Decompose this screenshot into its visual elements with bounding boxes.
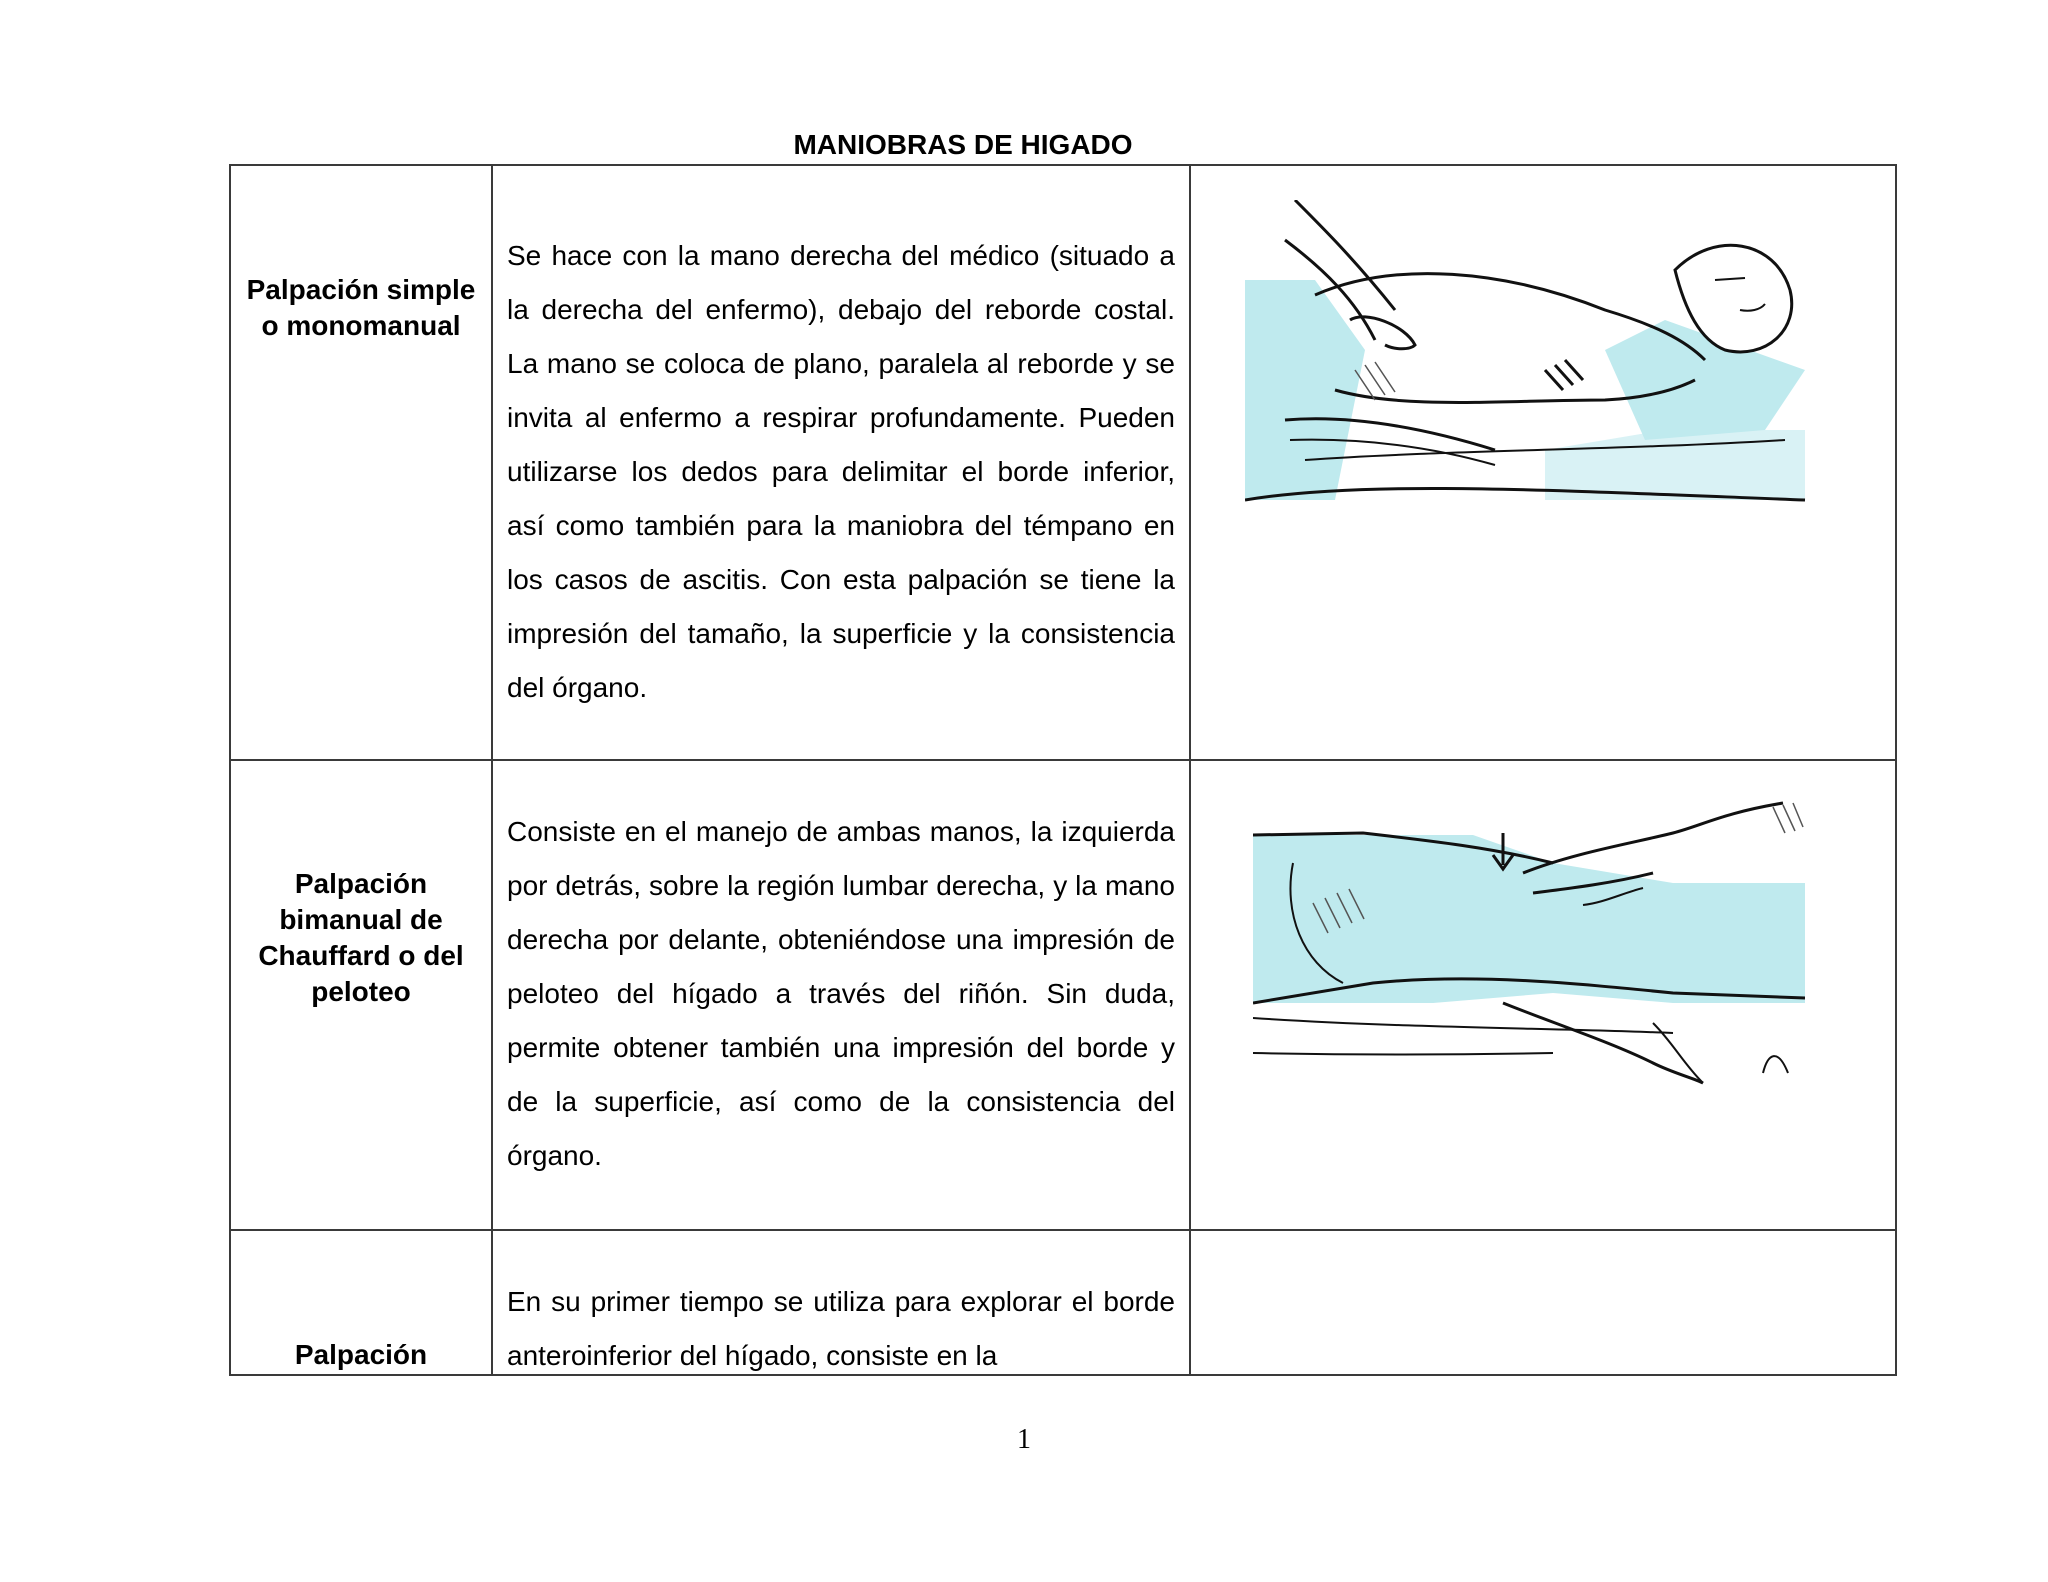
table-row bbox=[230, 1230, 1896, 1375]
label-cell bbox=[230, 165, 492, 760]
maneuver-name: Palpación bimanual de Chauffard o del peloteo bbox=[258, 868, 464, 1007]
illustration-cell bbox=[1190, 1230, 1896, 1375]
maneuver-name: Palpación bbox=[294, 1339, 428, 1370]
description-cell bbox=[492, 760, 1190, 1230]
document-title: MANIOBRAS DE HIGADO bbox=[793, 129, 1133, 160]
illustration-cell bbox=[1190, 760, 1896, 1230]
bimanual-palpation-illustration bbox=[1253, 793, 1805, 1089]
table-row bbox=[230, 165, 1896, 760]
label-cell bbox=[230, 1230, 492, 1375]
maneuver-description: En su primer tiempo se utiliza para explorar el borde anteroinferior del hígado, consiste en la bbox=[507, 1286, 1175, 1371]
table-row bbox=[230, 760, 1896, 1230]
description-cell bbox=[492, 1230, 1190, 1375]
maneuver-description: Se hace con la mano derecha del médico (situado a la derecha del enfermo), debajo del reborde costal. La mano se coloca de plano, paralela al reborde y se invita al enfermo a respirar profundamente. Pueden utilizarse los dedos para delimitar el borde inferior, así como también para la maniobra del témpano en los casos de ascitis. Con esta palpación se tiene la impresión del tamaño, la superficie y la consistencia del órgano. bbox=[507, 240, 1175, 703]
label-cell bbox=[230, 760, 492, 1230]
page-number: 1 bbox=[1017, 1424, 1031, 1455]
maneuver-name: Palpación simple o monomanual bbox=[246, 274, 476, 341]
maneuvers-table bbox=[229, 164, 1897, 1376]
simple-palpation-illustration bbox=[1245, 200, 1813, 512]
description-cell bbox=[492, 165, 1190, 760]
illustration-cell bbox=[1190, 165, 1896, 760]
maneuver-description: Consiste en el manejo de ambas manos, la izquierda por detrás, sobre la región lumbar derecha, y la mano derecha por delante, obteniéndose una impresión de peloteo del hígado a través del riñón. Sin duda, permite obtener también una impresión del borde y de la superficie, así como de la consistencia del órgano. bbox=[507, 816, 1175, 1171]
